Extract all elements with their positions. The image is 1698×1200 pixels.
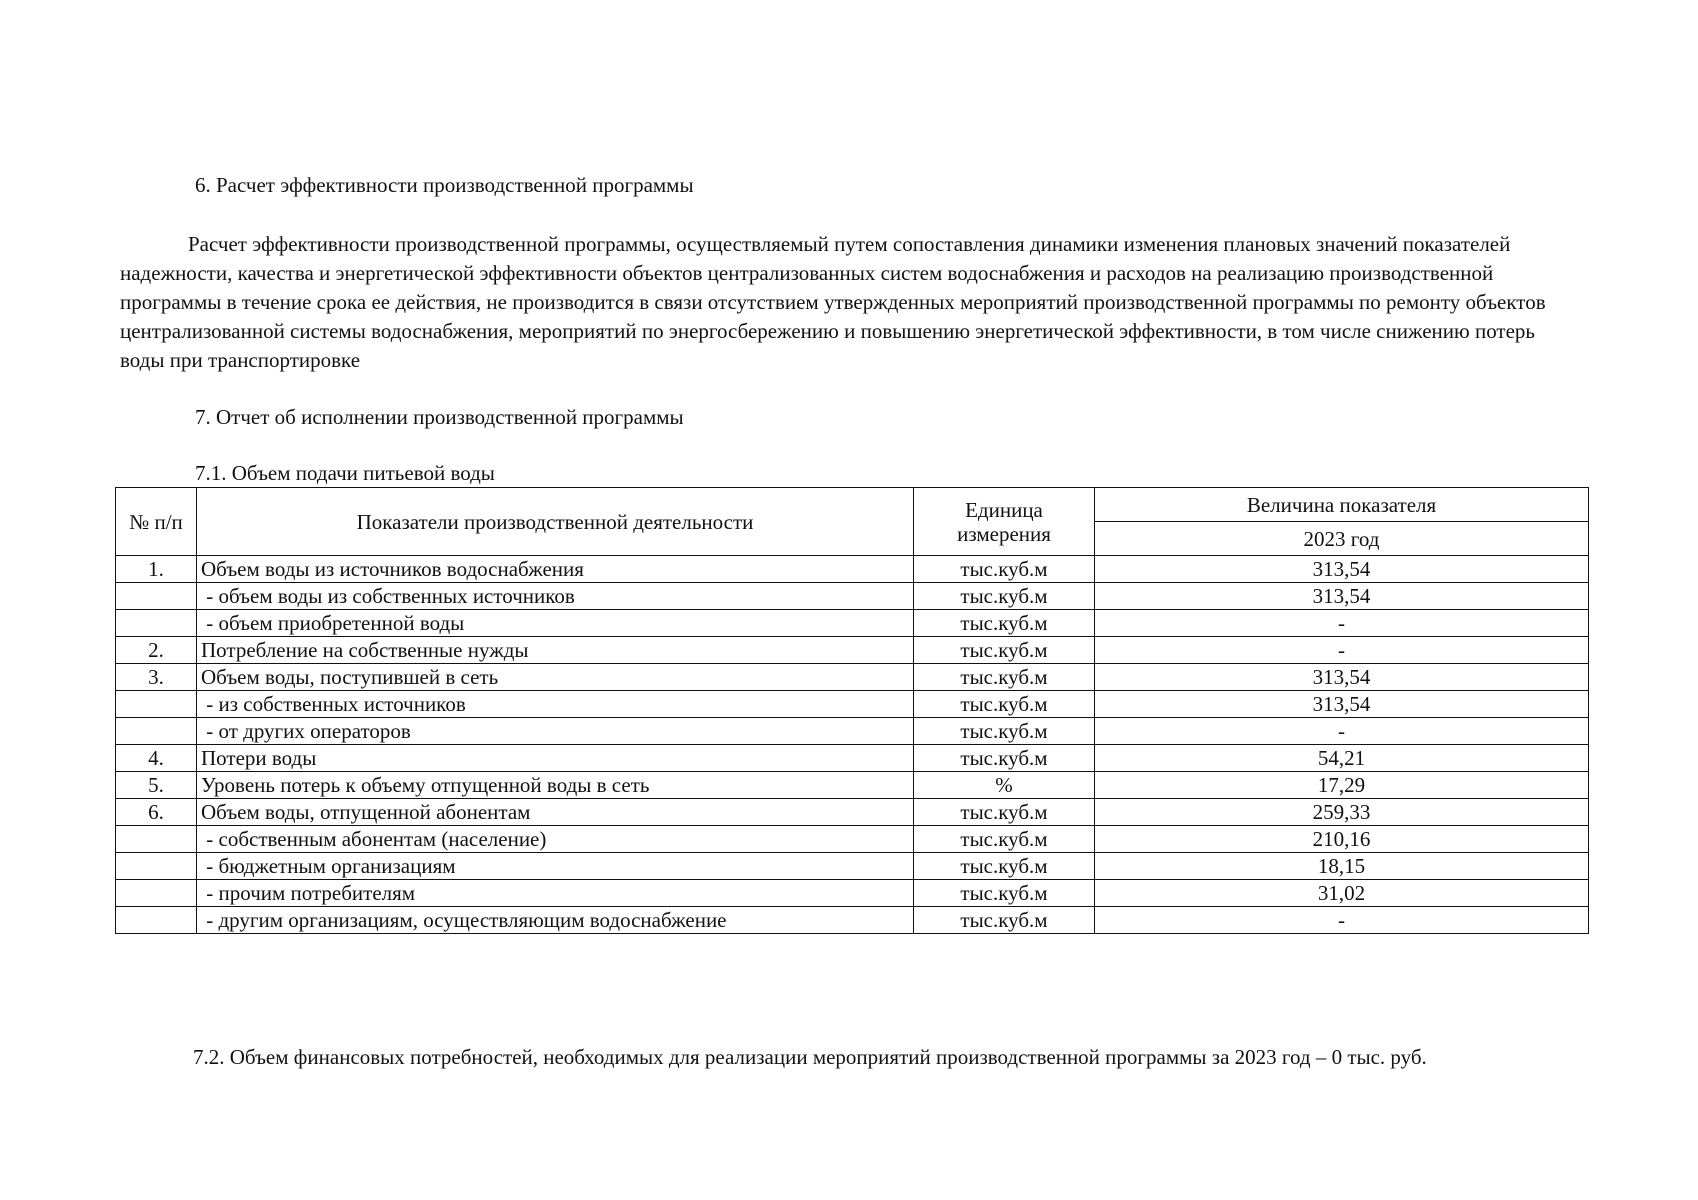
row-num: 5. <box>116 772 197 799</box>
row-num: 2. <box>116 637 197 664</box>
row-unit: тыс.куб.м <box>914 799 1095 826</box>
row-num: 4. <box>116 745 197 772</box>
row-value: 17,29 <box>1095 772 1589 799</box>
row-value: - <box>1095 637 1589 664</box>
efficiency-paragraph-text: Расчет эффективности производственной программы, осуществляемый путем сопоставления динамики изменения плановых значений показателей надежности, качества и энергетической эффективности объектов централизованных систем водоснабжения и расходов на реализацию производственной программы в течение срока ее действия, не производится в связи отсутствием утвержденных мероприятий производственной программы по ремонту объектов централизованной системы водоснабжения, мероприятий по энергосбережению и повышению энергетической эффективности, в том числе снижению потерь воды при транспортировке <box>120 232 1546 372</box>
row-value: 31,02 <box>1095 880 1589 907</box>
subsection-7-1-title: 7.1. Объем подачи питьевой воды <box>195 461 495 485</box>
table-row <box>116 907 1589 934</box>
row-unit: % <box>914 772 1095 799</box>
row-num: 1. <box>116 556 197 583</box>
section-6-title: 6. Расчет эффективности производственной программы <box>195 173 694 197</box>
table-row <box>116 772 1589 799</box>
row-unit: тыс.куб.м <box>914 880 1095 907</box>
row-num: 6. <box>116 799 197 826</box>
row-indicator: - собственным абонентам (население) <box>197 826 914 853</box>
row-value: 210,16 <box>1095 826 1589 853</box>
header-indicator: Показатели производственной деятельности <box>197 488 914 556</box>
row-indicator: Объем воды, отпущенной абонентам <box>197 799 914 826</box>
table-row <box>116 664 1589 691</box>
table-row <box>116 556 1589 583</box>
row-indicator: Объем воды из источников водоснабжения <box>197 556 914 583</box>
row-unit: тыс.куб.м <box>914 745 1095 772</box>
row-num <box>116 691 197 718</box>
row-indicator: - от других операторов <box>197 718 914 745</box>
table-row <box>116 718 1589 745</box>
header-year: 2023 год <box>1095 522 1589 556</box>
row-unit: тыс.куб.м <box>914 556 1095 583</box>
row-indicator: - объем приобретенной воды <box>197 610 914 637</box>
row-num <box>116 907 197 934</box>
table-row <box>116 637 1589 664</box>
row-indicator: Потребление на собственные нужды <box>197 637 914 664</box>
table-row <box>116 745 1589 772</box>
row-indicator: - объем воды из собственных источников <box>197 583 914 610</box>
subsection-7-2-text: 7.2. Объем финансовых потребностей, необходимых для реализации мероприятий производственной программы за 2023 год – 0 тыс. руб. <box>193 1045 1427 1069</box>
table-row <box>116 853 1589 880</box>
row-value: 54,21 <box>1095 745 1589 772</box>
row-indicator: Объем воды, поступившей в сеть <box>197 664 914 691</box>
row-indicator: - бюджетным организациям <box>197 853 914 880</box>
row-value: 313,54 <box>1095 691 1589 718</box>
header-unit: Единица измерения <box>914 488 1095 556</box>
row-unit: тыс.куб.м <box>914 583 1095 610</box>
row-indicator: Уровень потерь к объему отпущенной воды в сеть <box>197 772 914 799</box>
header-num: № п/п <box>116 488 197 556</box>
row-indicator: - другим организациям, осуществляющим водоснабжение <box>197 907 914 934</box>
row-indicator: - прочим потребителям <box>197 880 914 907</box>
row-num <box>116 853 197 880</box>
row-unit: тыс.куб.м <box>914 610 1095 637</box>
table-row <box>116 610 1589 637</box>
row-unit: тыс.куб.м <box>914 907 1095 934</box>
table-row <box>116 691 1589 718</box>
table-row <box>116 880 1589 907</box>
water-supply-table <box>115 487 1589 934</box>
row-value: - <box>1095 907 1589 934</box>
row-num <box>116 583 197 610</box>
row-unit: тыс.куб.м <box>914 718 1095 745</box>
row-value: 259,33 <box>1095 799 1589 826</box>
row-unit: тыс.куб.м <box>914 853 1095 880</box>
header-value-group: Величина показателя <box>1095 488 1589 522</box>
row-unit: тыс.куб.м <box>914 637 1095 664</box>
section-7-title: 7. Отчет об исполнении производственной программы <box>195 405 684 429</box>
row-value: 313,54 <box>1095 583 1589 610</box>
row-value: - <box>1095 610 1589 637</box>
row-value: 18,15 <box>1095 853 1589 880</box>
row-num <box>116 880 197 907</box>
row-num <box>116 718 197 745</box>
row-unit: тыс.куб.м <box>914 691 1095 718</box>
table-row <box>116 826 1589 853</box>
table-row <box>116 799 1589 826</box>
row-unit: тыс.куб.м <box>914 664 1095 691</box>
row-value: 313,54 <box>1095 556 1589 583</box>
efficiency-paragraph <box>120 230 1580 375</box>
row-indicator: - из собственных источников <box>197 691 914 718</box>
table-body <box>116 556 1589 934</box>
row-num: 3. <box>116 664 197 691</box>
row-indicator: Потери воды <box>197 745 914 772</box>
row-num <box>116 826 197 853</box>
row-num <box>116 610 197 637</box>
row-value: - <box>1095 718 1589 745</box>
row-value: 313,54 <box>1095 664 1589 691</box>
row-unit: тыс.куб.м <box>914 826 1095 853</box>
table-row <box>116 583 1589 610</box>
